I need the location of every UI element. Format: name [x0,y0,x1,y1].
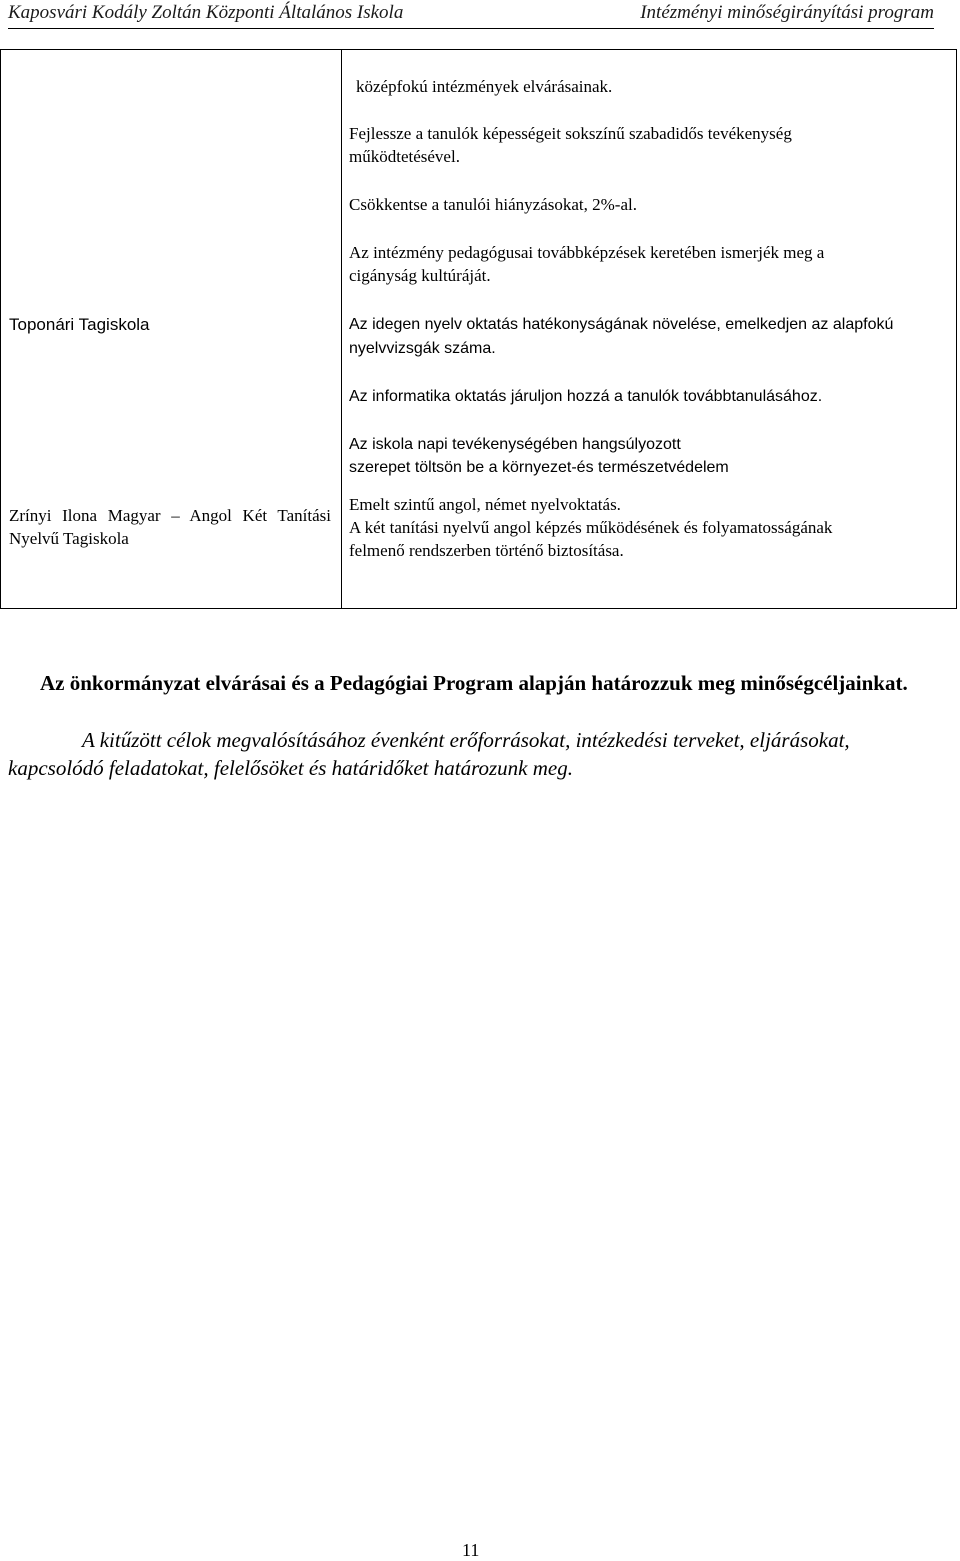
zrinyi-goal-2: A két tanítási nyelvű angol képzés működésének és folyamatosságának [349,518,833,537]
continuation-line-2: Fejlessze a tanulók képességeit sokszínű szabadidős tevékenység [349,124,792,143]
header-document-title: Intézményi minőségirányítási program [640,2,934,23]
toponar-goal-2: nyelvvizsgák száma. [349,340,496,357]
page-number: 11 [462,1540,480,1560]
continuation-line-3: működtetésével. [349,147,460,166]
toponar-goal-3: Az informatika oktatás járuljon hozzá a tanulók továbbtanulásához. [349,388,823,405]
continuation-line-5: Az intézmény pedagógusai továbbképzések keretében ismerjék meg a [349,243,825,262]
column-divider [341,50,342,608]
running-header [8,0,934,29]
zrinyi-goal-1: Emelt szintű angol, német nyelvoktatás. [349,495,621,514]
school-name-zrinyi: Zrínyi Ilona Magyar – Angol Két Tanítási Nyelvű Tagiskola [9,506,331,548]
continuation-line-6: cigányság kultúráját. [349,266,491,285]
zrinyi-goal-3: felmenő rendszerben történő biztosítása. [349,541,624,560]
closing-statement-italic: A kitűzött célok megvalósításához évenként erőforrásokat, intézkedési terveket, eljárásokat, kapcsolódó feladatokat, felelősöket és határidőket határozunk meg. [8,728,850,780]
continuation-line-1: középfokú intézmények elvárásainak. [356,77,613,96]
school-name-toponar: Toponári Tagiskola [9,315,150,334]
toponar-goal-5: szerepet töltsön be a környezet-és természetvédelem [349,459,729,476]
continuation-line-4: Csökkentse a tanulói hiányzásokat, 2%-al. [349,195,637,214]
goals-table [0,49,957,609]
header-school-name: Kaposvári Kodály Zoltán Központi Általános Iskola [8,2,404,23]
toponar-goal-1: Az idegen nyelv oktatás hatékonyságának növelése, emelkedjen az alapfokú [349,316,894,333]
closing-statement-bold: Az önkormányzat elvárásai és a Pedagógiai Program alapján határozzuk meg minőségcéljainkat. [40,671,908,695]
toponar-goal-4: Az iskola napi tevékenységében hangsúlyozott [349,436,681,453]
